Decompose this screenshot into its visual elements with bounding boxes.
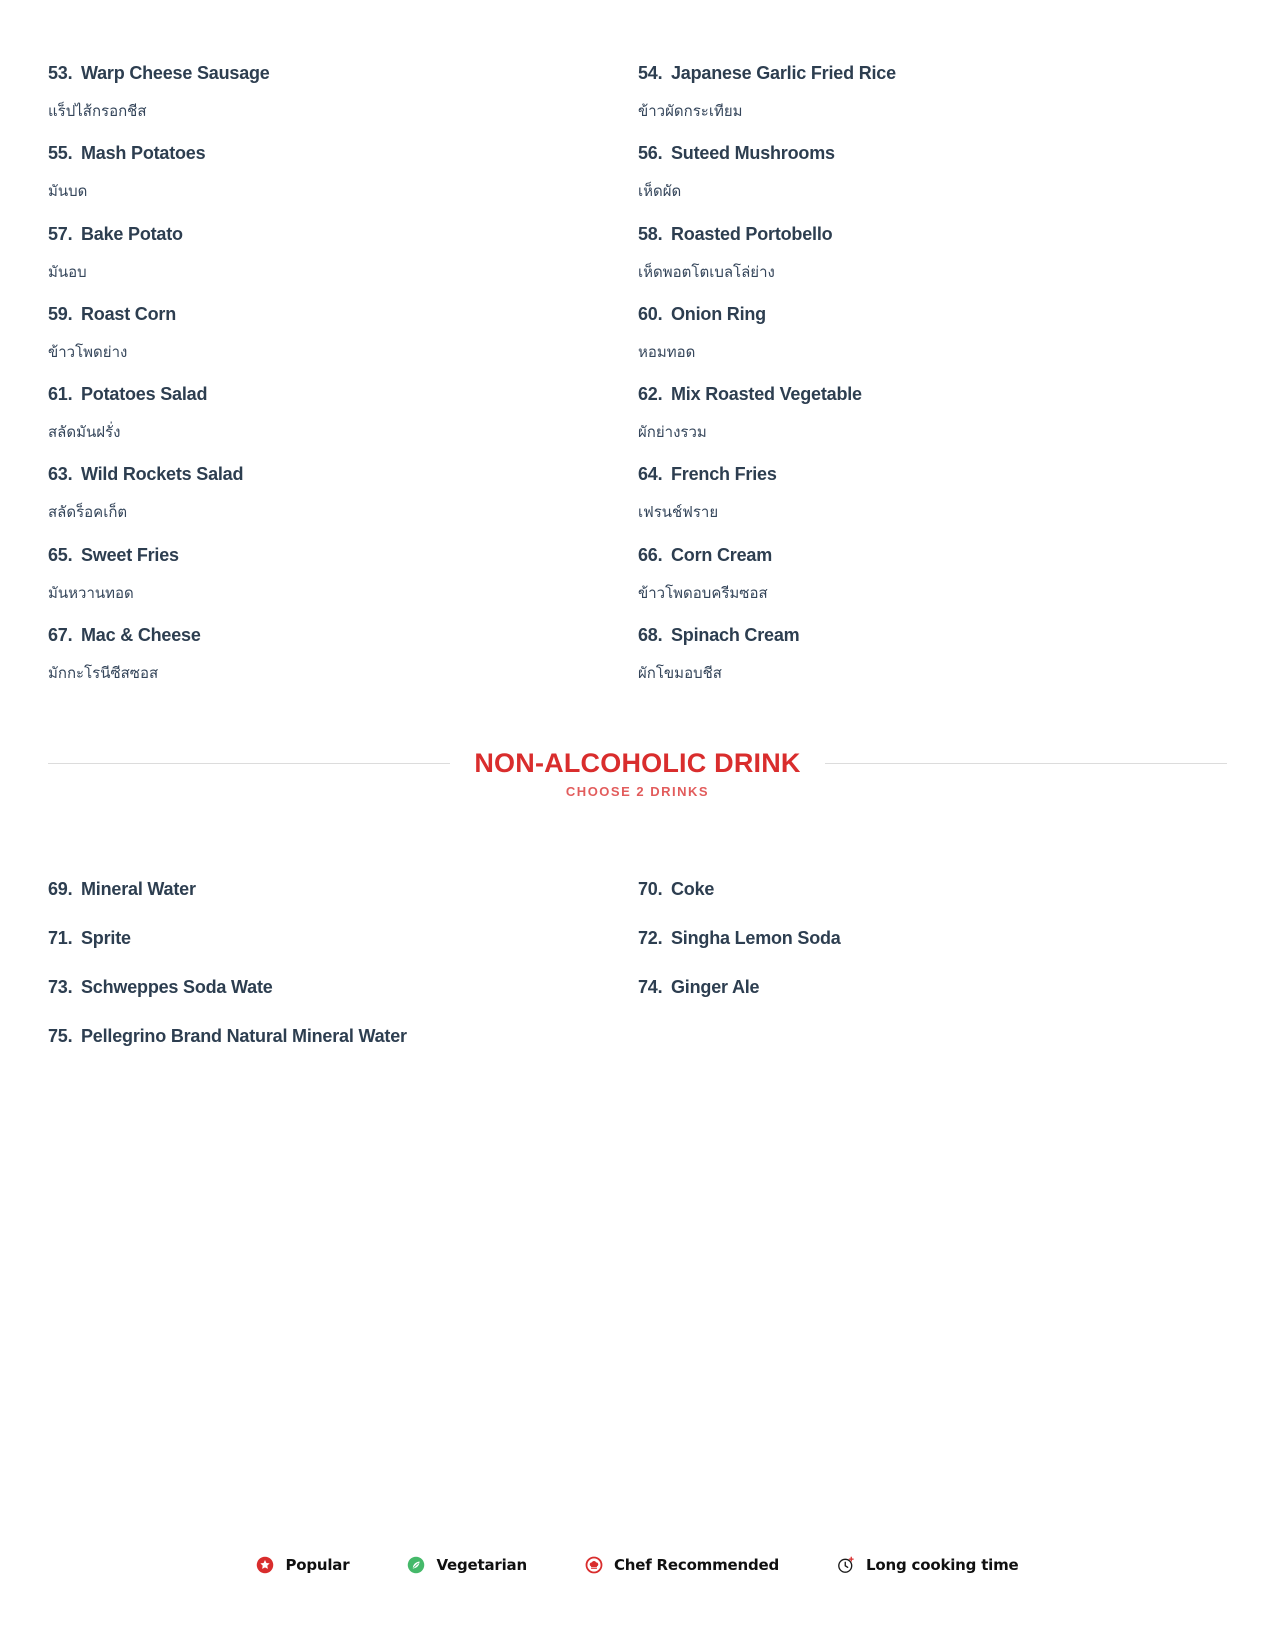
menu-item-name — [48, 62, 638, 85]
menu-item-title: Roasted Portobello — [671, 223, 833, 244]
legend-item-vegetarian — [407, 1556, 527, 1574]
drink-item — [48, 927, 638, 976]
drink-item-number: 75. — [48, 1026, 73, 1046]
menu-item-number: 62. — [638, 384, 663, 405]
legend-item-chef-recommended — [585, 1556, 779, 1574]
menu-item — [48, 544, 638, 624]
menu-item-title: Mash Potatoes — [81, 143, 206, 164]
menu-item-title: Mix Roasted Vegetable — [671, 384, 862, 405]
drink-item-name — [48, 878, 638, 901]
drink-item — [638, 878, 1228, 927]
menu-item-name — [48, 383, 638, 406]
drink-item — [48, 1025, 638, 1074]
menu-item-thai-name: ข้าวผัดกระเทียม — [638, 103, 743, 120]
menu-item — [638, 62, 1228, 142]
drink-item-title: Ginger Ale — [671, 977, 760, 997]
menu-item-name — [638, 303, 1228, 326]
menu-item — [48, 62, 638, 142]
menu-item — [638, 383, 1228, 463]
drinks-section-subtitle: CHOOSE 2 DRINKS — [565, 784, 710, 799]
menu-item-name — [48, 303, 638, 326]
menu-item-number: 67. — [48, 625, 73, 646]
drink-item-number: 72. — [638, 928, 663, 948]
drink-item-name — [638, 927, 1228, 950]
drink-item-number: 69. — [48, 879, 73, 899]
drinks-header-row — [48, 748, 1227, 779]
menu-item-number: 64. — [638, 464, 663, 485]
menu-item-name — [48, 463, 638, 486]
menu-item-name — [48, 624, 638, 647]
drink-item-number: 74. — [638, 977, 663, 997]
menu-item-thai-name: แร็ปไส้กรอกชีส — [48, 103, 147, 120]
menu-item-name — [638, 463, 1228, 486]
menu-item — [48, 223, 638, 303]
menu-item-thai-name: มันบด — [48, 183, 88, 201]
menu-item-thai-name: เห็ดผัด — [638, 183, 682, 201]
menu-item-title: Mac & Cheese — [81, 625, 201, 646]
menu-item-thai-name: สลัดร็อคเก็ต — [48, 504, 128, 522]
menu-item-number: 53. — [48, 63, 73, 83]
drink-item — [638, 976, 1228, 1025]
menu-item — [48, 383, 638, 463]
menu-item-thai-name: มันอบ — [48, 263, 87, 281]
menu-item-title: Onion Ring — [671, 303, 766, 324]
menu-item-name — [638, 624, 1228, 647]
menu-item — [638, 624, 1228, 704]
food-items-grid — [48, 62, 1228, 704]
chef-hat-badge-icon — [585, 1556, 603, 1574]
header-divider-right — [825, 763, 1227, 764]
menu-item-number: 54. — [638, 63, 663, 83]
drink-item-name — [48, 1025, 638, 1048]
menu-item — [48, 624, 638, 704]
menu-item — [638, 303, 1228, 383]
menu-item-name — [638, 62, 1228, 85]
menu-item — [48, 303, 638, 383]
legend-item-long-cooking-time — [837, 1556, 1018, 1574]
menu-item — [638, 142, 1228, 222]
menu-item-number: 59. — [48, 303, 73, 324]
menu-item-title: Japanese Garlic Fried Rice — [671, 63, 896, 83]
drinks-section-header — [48, 748, 1227, 799]
drink-item-title: Coke — [671, 879, 715, 899]
menu-item-thai-name: หอมทอด — [638, 343, 696, 361]
menu-item-number: 63. — [48, 464, 73, 485]
drink-item-title: Pellegrino Brand Natural Mineral Water — [81, 1026, 407, 1046]
menu-item-thai-name: มันหวานทอด — [48, 584, 134, 602]
drinks-section-title: NON-ALCOHOLIC DRINK — [474, 748, 801, 778]
menu-item-number: 68. — [638, 625, 663, 646]
drink-item-number: 71. — [48, 928, 73, 948]
legend-label-popular: Popular — [285, 1556, 350, 1574]
menu-item-number: 55. — [48, 143, 73, 164]
menu-item-thai-name: เห็ดพอตโตเบลโล่ย่าง — [638, 263, 775, 281]
menu-item-number: 56. — [638, 143, 663, 164]
legend-label-chef-recommended: Chef Recommended — [613, 1556, 780, 1574]
menu-item-number: 61. — [48, 384, 73, 405]
drink-item-number: 70. — [638, 879, 663, 899]
drink-item — [48, 976, 638, 1025]
drink-item-number: 73. — [48, 977, 73, 997]
drink-items-grid — [48, 878, 1228, 1074]
menu-item-name — [638, 544, 1228, 567]
menu-item — [638, 223, 1228, 303]
drink-item-title: Singha Lemon Soda — [671, 928, 841, 948]
menu-item-title: Spinach Cream — [671, 625, 800, 646]
star-badge-icon — [256, 1556, 274, 1574]
legend-item-popular — [256, 1556, 349, 1574]
drink-item-name — [48, 927, 638, 950]
leaf-badge-icon — [407, 1556, 425, 1574]
menu-item-number: 58. — [638, 223, 663, 244]
menu-item — [48, 142, 638, 222]
menu-item-title: Suteed Mushrooms — [671, 143, 835, 164]
menu-item-name — [48, 544, 638, 567]
drink-item-name — [638, 878, 1228, 901]
menu-item-title: Bake Potato — [81, 223, 183, 244]
menu-item — [638, 463, 1228, 543]
header-divider-left — [48, 763, 450, 764]
menu-item-name — [638, 383, 1228, 406]
menu-item-title: Wild Rockets Salad — [81, 464, 244, 485]
menu-item-name — [638, 142, 1228, 165]
menu-item-title: Warp Cheese Sausage — [81, 63, 270, 83]
menu-item-number: 60. — [638, 303, 663, 324]
menu-item-name — [638, 223, 1228, 246]
drink-item-title: Sprite — [81, 928, 131, 948]
legend-label-vegetarian: Vegetarian — [436, 1556, 527, 1574]
menu-item-name — [48, 223, 638, 246]
menu-item-thai-name: สลัดมันฝรั่ง — [48, 424, 121, 442]
legend — [0, 1556, 1275, 1574]
drink-item-title: Mineral Water — [81, 879, 196, 899]
menu-item-number: 57. — [48, 223, 73, 244]
menu-item — [48, 463, 638, 543]
menu-item-thai-name: ข้าวโพดย่าง — [48, 343, 128, 361]
menu-item-title: Potatoes Salad — [81, 384, 208, 405]
menu-item-title: French Fries — [671, 464, 777, 485]
drink-item-name — [638, 976, 1228, 999]
menu-item-thai-name: เฟรนช์ฟราย — [638, 504, 719, 522]
legend-label-long-cooking-time: Long cooking time — [866, 1556, 1019, 1574]
menu-item-title: Roast Corn — [81, 303, 177, 324]
menu-item-name — [48, 142, 638, 165]
drink-item-name — [48, 976, 638, 999]
menu-item-thai-name: ผักย่างรวม — [638, 424, 707, 442]
menu-item-title: Sweet Fries — [81, 544, 179, 565]
clock-plus-icon — [837, 1556, 855, 1574]
menu-item-title: Corn Cream — [671, 544, 773, 565]
menu-item-number: 66. — [638, 544, 663, 565]
menu-item-number: 65. — [48, 544, 73, 565]
menu-item — [638, 544, 1228, 624]
drink-item — [638, 927, 1228, 976]
drink-item-title: Schweppes Soda Wate — [81, 977, 273, 997]
drink-item — [48, 878, 638, 927]
menu-item-thai-name: ผักโขมอบชีส — [638, 665, 722, 683]
menu-item-thai-name: มักกะโรนีซีสซอส — [48, 665, 159, 683]
menu-item-thai-name: ข้าวโพดอบครีมซอส — [638, 584, 768, 602]
